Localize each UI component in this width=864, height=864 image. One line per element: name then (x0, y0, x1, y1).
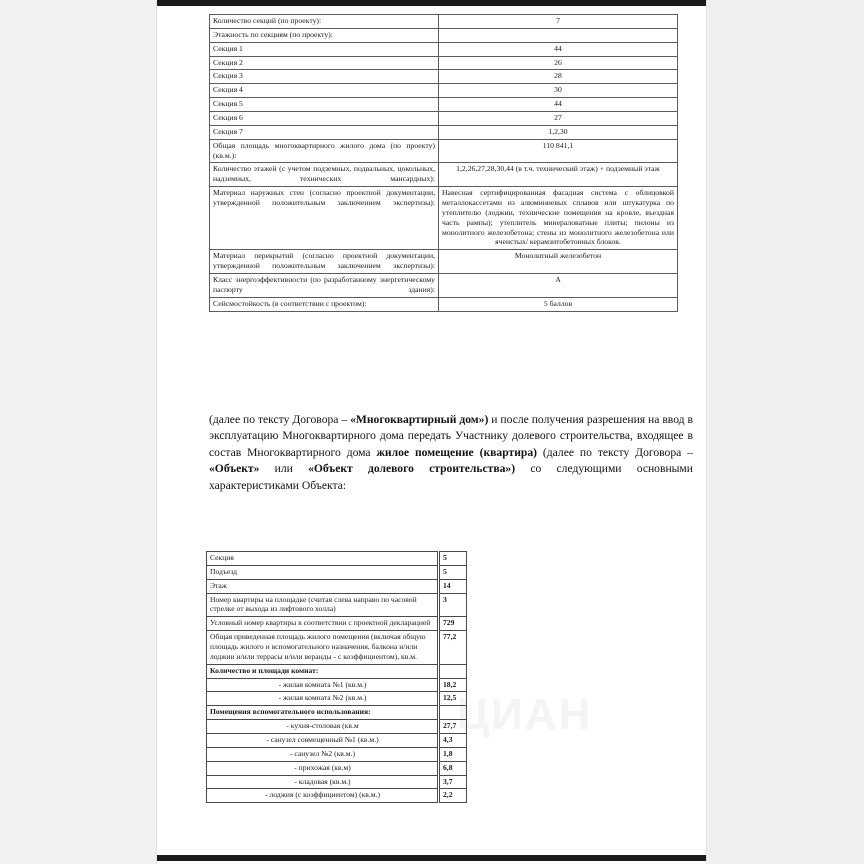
table-row (207, 565, 467, 579)
table-cell-value: 2,2 (439, 789, 467, 803)
table-row (210, 15, 678, 29)
table-cell-value: 729 (439, 617, 467, 631)
table-cell-label: Количество секций (по проекту): (210, 15, 439, 29)
contract-body-paragraph (209, 412, 693, 494)
table-cell-value: А (439, 274, 678, 298)
table-row (210, 274, 678, 298)
table-row (207, 552, 467, 566)
table-cell-label: Номер квартиры на площадке (считая слева направо по часовой стрелке от выхода из лифтового холла) (207, 593, 439, 617)
table-cell-label: Сейсмостойкость (в соответствии с проектом): (210, 297, 439, 311)
paragraph-emphasis: «Многоквартирный дом») (350, 413, 489, 426)
table-cell-label: - жилая комната №2 (кв.м.) (207, 692, 439, 706)
table-cell-label: Секция 7 (210, 125, 439, 139)
table-cell-value: 77,2 (439, 631, 467, 665)
table-cell-value: 44 (439, 98, 678, 112)
table-row (210, 187, 678, 250)
table-row (210, 139, 678, 163)
viewer-left-gutter (0, 0, 158, 864)
table-cell-label: Этажность по секциям (по проекту): (210, 28, 439, 42)
table-cell-label: Условный номер квартиры в соответствии с проектной декларацией (207, 617, 439, 631)
vertical-scrollbar-track[interactable] (694, 0, 705, 864)
table-cell-label: Секция 3 (210, 70, 439, 84)
table-cell-value: 44 (439, 42, 678, 56)
table-cell-label: Секция (207, 552, 439, 566)
table-cell-label: Секция 5 (210, 98, 439, 112)
table-row (207, 631, 467, 665)
table-row (207, 706, 467, 720)
table-cell-label: Подъезд (207, 565, 439, 579)
table-cell-value: 30 (439, 84, 678, 98)
table-row (207, 761, 467, 775)
table-row (210, 70, 678, 84)
paragraph-text: или (259, 462, 309, 476)
table-cell-value: 1,2,26,27,28,30,44 (в т.ч. технический этаж) + подземный этаж (439, 163, 678, 187)
viewer-right-gutter (706, 0, 864, 864)
table-cell-label: - прихожая (кв.м) (207, 761, 439, 775)
table-row (207, 775, 467, 789)
table-row (210, 112, 678, 126)
apartment-characteristics-table (206, 551, 467, 803)
table-cell-label: Материал наружных стен (согласно проектной документации, утвержденной положительным заключением экспертизы): (210, 187, 439, 250)
table-cell-value: 3,7 (439, 775, 467, 789)
table-cell-value: Монолитный железобетон (439, 250, 678, 274)
table-cell-value: 1,2,30 (439, 125, 678, 139)
table-row (210, 84, 678, 98)
table-cell-label: - санузел №2 (кв.м.) (207, 747, 439, 761)
table-cell-label: Материал перекрытий (согласно проектной документации, утвержденной положительным заключением экспертизы): (210, 250, 439, 274)
table-cell-label: Количество и площади комнат: (207, 664, 439, 678)
paragraph-emphasis: жилое помещение (квартира) (376, 445, 537, 459)
table-cell-value (439, 664, 467, 678)
table-cell-value: 6,8 (439, 761, 467, 775)
table-row (210, 98, 678, 112)
table-row (207, 789, 467, 803)
table-cell-value (439, 28, 678, 42)
table-row (207, 747, 467, 761)
table-cell-value: 26 (439, 56, 678, 70)
table-cell-value: 7 (439, 15, 678, 29)
table-cell-label: - кладовая (кв.м.) (207, 775, 439, 789)
table-row (207, 692, 467, 706)
table-cell-label: Секция 6 (210, 112, 439, 126)
paragraph-text: со следующими основными характеристиками Объекта: (209, 462, 693, 492)
table-cell-value: 5 баллов (439, 297, 678, 311)
paragraph-text: и после получения разрешения на ввод в эксплуатацию Многоквартирного дома передать Участнику долевого строительства, входящее в состав Многоквартирного дома (209, 413, 693, 459)
table-cell-label: Секция 4 (210, 84, 439, 98)
table-cell-label: - лоджия (с коэффициентом) (кв.м.) (207, 789, 439, 803)
table-cell-label: Секция 2 (210, 56, 439, 70)
table-cell-value: 27 (439, 112, 678, 126)
table-cell-value: 110 841,1 (439, 139, 678, 163)
table-cell-value: 4,3 (439, 734, 467, 748)
table-row (210, 42, 678, 56)
paragraph-emphasis: «Объект долевого строительства») (308, 462, 516, 476)
table-row (210, 250, 678, 274)
table-cell-label: - жилая комната №1 (кв.м.) (207, 678, 439, 692)
table-cell-value: 14 (439, 579, 467, 593)
page-separator-top (157, 0, 706, 6)
paragraph-emphasis: «Объект» (209, 462, 260, 476)
table-cell-value: 12,5 (439, 692, 467, 706)
table-cell-value: 5 (439, 565, 467, 579)
building-characteristics-table (209, 14, 678, 312)
table-cell-value (439, 706, 467, 720)
table-cell-label: Помещения вспомогательного использования: (207, 706, 439, 720)
table-row (210, 28, 678, 42)
table-row (207, 579, 467, 593)
table-row (210, 56, 678, 70)
table-row (207, 617, 467, 631)
table-row (207, 593, 467, 617)
table-cell-label: Количество этажей (с учетом подземных, подвальных, цокольных, надземных, технических мансардных): (210, 163, 439, 187)
paragraph-text: (далее по тексту Договора – (536, 445, 693, 459)
table-cell-label: - санузел совмещенный №1 (кв.м.) (207, 734, 439, 748)
table-cell-value: 27,7 (439, 720, 467, 734)
document-page (157, 0, 706, 864)
table-row (207, 664, 467, 678)
table-cell-value: 18,2 (439, 678, 467, 692)
table-row (207, 720, 467, 734)
table-cell-label: Этаж (207, 579, 439, 593)
table-row (207, 734, 467, 748)
table-row (210, 297, 678, 311)
table-cell-label: Общая приведенная площадь жилого помещения (включая общую площадь жилого и вспомогательного назначения, балкона и/или лоджии и/или террасы и/или веранды - с коэффициентом), кв.м. (207, 631, 439, 665)
table-cell-value: 28 (439, 70, 678, 84)
table-cell-value: 3 (439, 593, 467, 617)
paragraph-text: (далее по тексту Договора – (209, 413, 351, 426)
table-cell-value: Навесная сертифицированная фасадная система с облицовкой металлокассетами из алюминиевых сплавов или штукатурка по утеплителю (лоджии, технические помещения на кровле, въездная часть рампы); утеплитель минераловатные плиты; пилоны из монолитного железобетона; стены из монолитного железобетона или ячеистых/ керамзитобетонных блоков. (439, 187, 678, 250)
table-cell-value: 5 (439, 552, 467, 566)
table-row (210, 163, 678, 187)
watermark: ЦИАН (457, 690, 593, 739)
table-row (207, 678, 467, 692)
table-cell-value: 1,8 (439, 747, 467, 761)
page-separator-bottom (157, 855, 706, 861)
table-row (210, 125, 678, 139)
table-cell-label: Класс энергоэффективности (по разработанному энергетическому паспорту здания): (210, 274, 439, 298)
table-cell-label: Секция 1 (210, 42, 439, 56)
table-cell-label: Общая площадь многоквартирного жилого дома (по проекту) (кв.м.): (210, 139, 439, 163)
table-cell-label: - кухня-столовая (кв.м (207, 720, 439, 734)
